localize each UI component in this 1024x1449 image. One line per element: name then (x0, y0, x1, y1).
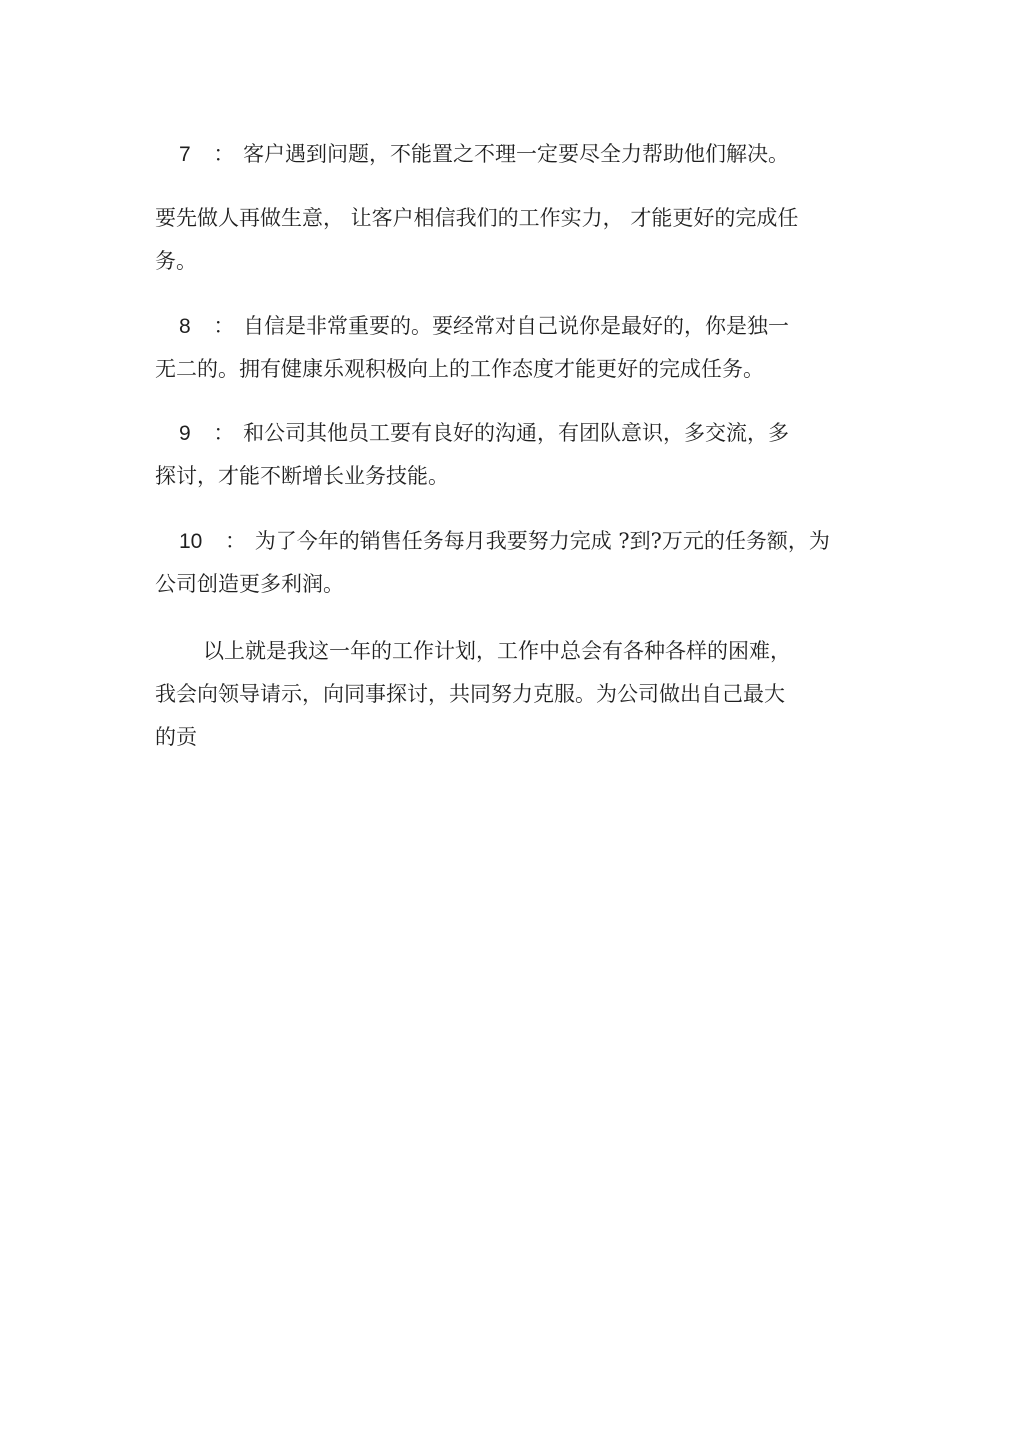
list-item-7 (155, 133, 875, 176)
paragraph-line1: 要先做人再做生意， 让客户相信我们的工作实力， 才能更好的完成任 (155, 206, 799, 230)
conclusion-line1: 以上就是我这一年的工作计划，工作中总会有各种各样的困难， (203, 639, 791, 663)
item-number: 9 (179, 422, 191, 445)
conclusion-paragraph (155, 630, 875, 759)
list-item-8 (155, 305, 875, 391)
item-colon: ： (213, 142, 235, 166)
item-text-line2: 无二的。拥有健康乐观积极向上的工作态度才能更好的完成任务。 (155, 357, 764, 381)
item-text-line2: 公司创造更多利润。 (155, 572, 344, 596)
item-text-line1: 为了今年的销售任务每月我要努力完成 ?到?万元的任务额，为 (254, 529, 830, 553)
item-number: 10 (179, 530, 203, 553)
item-text-line1: 自信是非常重要的。要经常对自己说你是最好的，你是独一 (243, 314, 790, 338)
conclusion-line2: 我会向领导请示，向同事探讨，共同努力克服。为公司做出自己最大 (155, 682, 785, 706)
paragraph-line2: 务。 (155, 249, 197, 273)
list-item-10 (155, 520, 875, 606)
item-number: 7 (179, 143, 191, 166)
item-colon: ： (213, 421, 235, 445)
paragraph-after-7 (155, 197, 875, 283)
list-item-9 (155, 412, 875, 498)
item-text-line2: 探讨，才能不断增长业务技能。 (155, 464, 449, 488)
conclusion-line3: 的贡 (155, 725, 197, 749)
item-text-line1: 客户遇到问题，不能置之不理一定要尽全力帮助他们解决。 (243, 142, 790, 166)
item-colon: ： (213, 314, 235, 338)
item-colon: ： (225, 529, 247, 553)
item-text-line1: 和公司其他员工要有良好的沟通，有团队意识，多交流，多 (243, 421, 790, 445)
item-number: 8 (179, 315, 191, 338)
